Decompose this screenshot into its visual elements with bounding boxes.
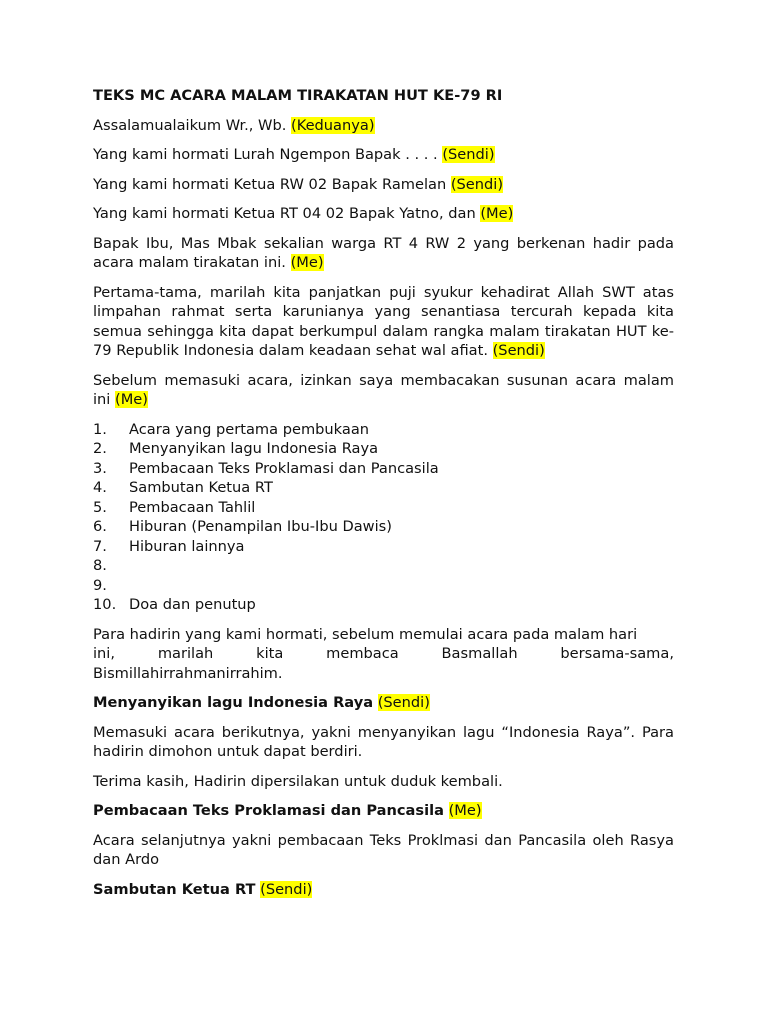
list-item xyxy=(93,595,674,615)
agenda-list xyxy=(93,420,674,615)
speaker-tag: (Sendi) xyxy=(377,694,430,711)
list-item-number: 5. xyxy=(93,498,107,516)
list-item-number: 3. xyxy=(93,459,107,477)
basmallah-word: ini, xyxy=(93,645,115,662)
greeting-text: Assalamualaikum Wr., Wb. xyxy=(93,116,287,134)
list-item xyxy=(93,556,674,576)
honor-line-rt xyxy=(93,204,674,224)
list-item xyxy=(93,478,674,498)
section-heading-text: Menyanyikan lagu Indonesia Raya xyxy=(93,694,374,711)
list-item-number: 2. xyxy=(93,440,107,457)
list-item-number: 1. xyxy=(93,420,107,438)
speaker-tag: (Sendi) xyxy=(450,175,504,193)
list-item-text: Hiburan (Penampilan Ibu-Ibu Dawis) xyxy=(129,518,392,535)
list-item-text: Pembacaan Teks Proklamasi dan Pancasila xyxy=(129,459,439,477)
list-item-number: 6. xyxy=(93,518,107,535)
agenda-intro-text: Sebelum memasuki acara, izinkan saya membacakan susunan acara malam ini xyxy=(93,371,674,408)
list-item xyxy=(93,498,674,518)
list-item-text: Hiburan lainnya xyxy=(129,537,245,555)
basmallah-word: bersama-sama, xyxy=(560,645,674,662)
section-heading-sambutan xyxy=(93,880,674,900)
speaker-tag: (Me) xyxy=(115,391,148,408)
speaker-tag: (Sendi) xyxy=(442,146,495,163)
list-item-text: Menyanyikan lagu Indonesia Raya xyxy=(129,440,379,457)
speaker-tag: (Keduanya) xyxy=(291,116,375,134)
list-item-text: Acara yang pertama pembukaan xyxy=(129,420,370,438)
section-text-indonesia-raya: Memasuki acara berikutnya, yakni menyanyikan lagu “Indonesia Raya”. Para hadirin dimohon untuk dapat berdiri. xyxy=(93,723,674,760)
section-heading-text: Sambutan Ketua RT xyxy=(93,880,256,898)
basmallah-line-3: Bismillahirrahmanirrahim. xyxy=(93,664,283,682)
speaker-tag: (Me) xyxy=(480,205,514,222)
list-item-number: 8. xyxy=(93,557,107,574)
list-item xyxy=(93,439,674,459)
speaker-tag: (Me) xyxy=(448,802,482,819)
document-title: TEKS MC ACARA MALAM TIRAKATAN HUT KE-79 RI xyxy=(93,87,503,104)
list-item xyxy=(93,420,674,440)
honor-text: Yang kami hormati Ketua RT 04 02 Bapak Yatno, dan xyxy=(93,205,476,222)
basmallah-line-1: Para hadirin yang kami hormati, sebelum memulai acara pada malam hari xyxy=(93,625,638,643)
honor-text: Yang kami hormati Ketua RW 02 Bapak Ramelan xyxy=(93,175,447,193)
speaker-tag: (Me) xyxy=(290,254,324,271)
list-item-number: 4. xyxy=(93,479,107,496)
honor-text: Yang kami hormati Lurah Ngempon Bapak . . . . xyxy=(93,146,438,163)
gratitude-text: Pertama-tama, marilah kita panjatkan puji syukur kehadirat Allah SWT atas limpahan rahmat serta karunianya yang senantiasa tercurah kepada kita semua sehingga kita dapat berkumpul dalam rangka malam tirakatan HUT ke-79 Republik Indonesia dalam keadaan sehat wal afiat. xyxy=(93,283,674,359)
audience-text: Bapak Ibu, Mas Mbak sekalian warga RT 4 RW 2 yang berkenan hadir pada acara malam tirakatan ini. xyxy=(93,234,674,271)
agenda-intro-paragraph xyxy=(93,371,674,410)
speaker-tag: (Sendi) xyxy=(492,342,545,359)
basmallah-line-2 xyxy=(93,644,674,664)
audience-paragraph xyxy=(93,234,674,273)
honor-line-rw xyxy=(93,175,674,195)
list-item xyxy=(93,576,674,596)
section-text-proklamasi: Acara selanjutnya yakni pembacaan Teks Proklmasi dan Pancasila oleh Rasya dan Ardo xyxy=(93,831,674,868)
basmallah-paragraph xyxy=(93,625,674,684)
list-item-number: 10. xyxy=(93,596,117,613)
list-item-text: Pembacaan Tahlil xyxy=(129,498,256,516)
basmallah-word: Basmallah xyxy=(441,645,518,662)
thanks-line: Terima kasih, Hadirin dipersilakan untuk duduk kembali. xyxy=(93,772,503,790)
basmallah-word: kita xyxy=(256,645,284,662)
greeting-line xyxy=(93,116,674,136)
list-item xyxy=(93,459,674,479)
speaker-tag: (Sendi) xyxy=(260,880,313,898)
list-item-number: 9. xyxy=(93,576,107,594)
list-item-text: Doa dan penutup xyxy=(129,596,256,613)
list-item xyxy=(93,517,674,537)
honor-line-lurah xyxy=(93,145,674,165)
document-body xyxy=(93,86,674,909)
section-heading-proklamasi xyxy=(93,801,674,821)
basmallah-word: membaca xyxy=(326,645,399,662)
list-item-text: Sambutan Ketua RT xyxy=(129,479,273,496)
section-heading-indonesia-raya xyxy=(93,693,674,713)
list-item-number: 7. xyxy=(93,537,107,555)
basmallah-word: marilah xyxy=(157,645,214,662)
gratitude-paragraph xyxy=(93,283,674,361)
section-heading-text: Pembacaan Teks Proklamasi dan Pancasila xyxy=(93,802,444,819)
list-item xyxy=(93,537,674,557)
